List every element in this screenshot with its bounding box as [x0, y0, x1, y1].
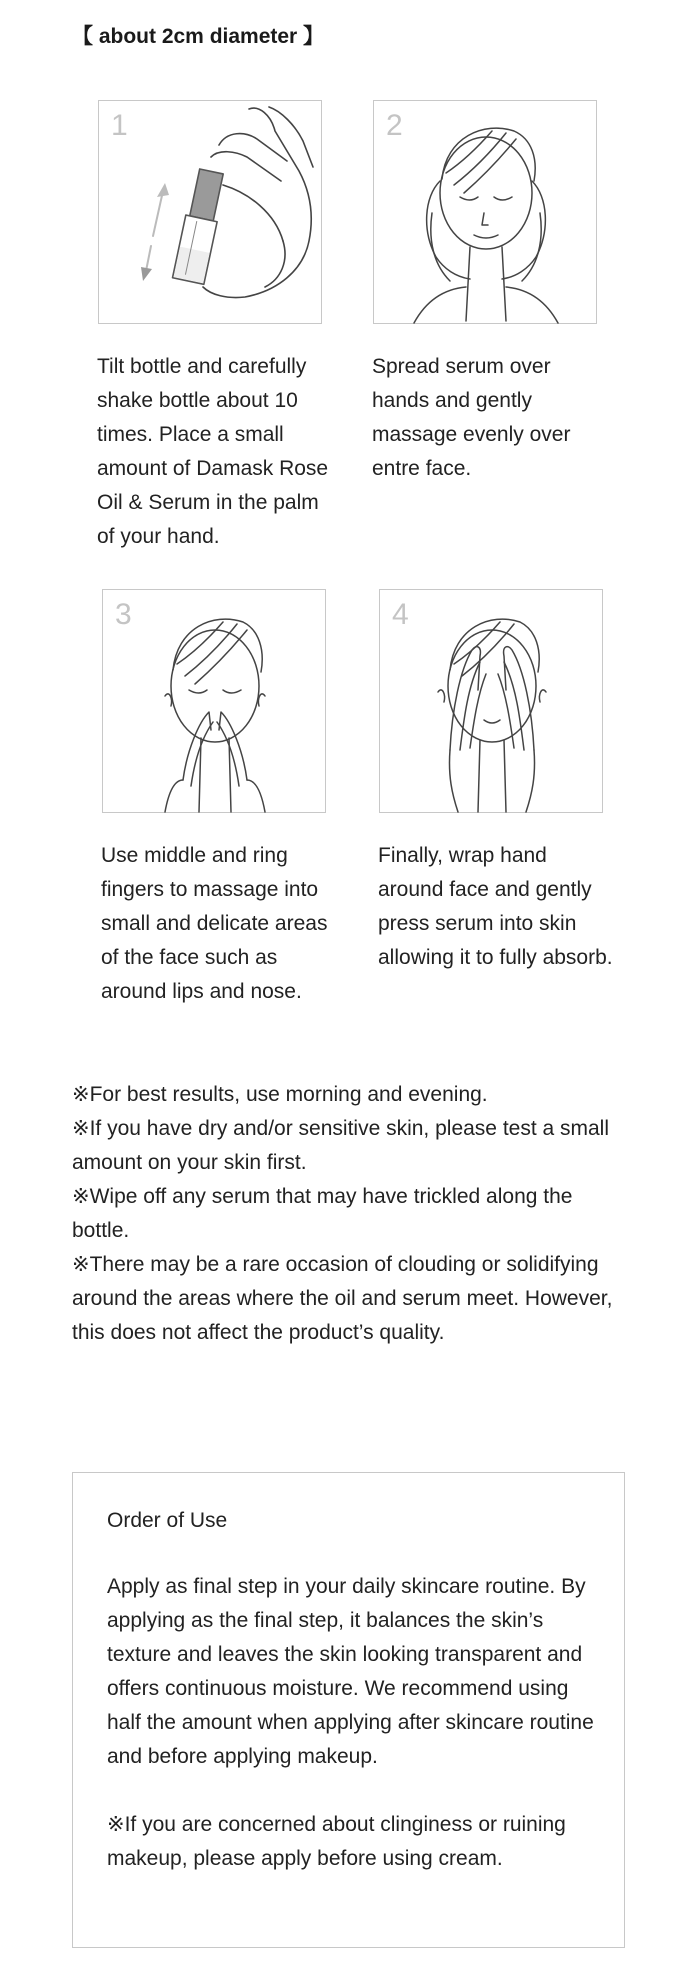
step-3-illustration: [102, 589, 326, 813]
step-4-illustration: [379, 589, 603, 813]
face-hands-covering-icon: [380, 590, 604, 814]
order-of-use-body: Apply as final step in your daily skincare routine. By applying as the final step, it balances the skin’s texture and leaves the skin looking transparent and offers continuous moisture. We recommend using half the amount when applying after skincare routine and before applying makeup.: [107, 1575, 594, 1768]
step-1-number: 1: [111, 109, 128, 142]
step-4-number: 4: [392, 598, 409, 631]
step-2-text: Spread serum over hands and gently massage evenly over entre face.: [372, 355, 571, 480]
step-3-number: 3: [115, 598, 132, 631]
usage-notes: [72, 1078, 632, 1350]
step-4-text: Finally, wrap hand around face and gently press serum into skin allowing it to fully absorb.: [378, 844, 613, 969]
size-heading: 【 about 2cm diameter 】: [72, 25, 325, 48]
step-1-text: Tilt bottle and carefully shake bottle about 10 times. Place a small amount of Damask Rose Oil & Serum in the palm of your hand.: [97, 355, 329, 548]
note-item: ※There may be a rare occasion of clouding or solidifying around the areas where the oil and serum meet. However, this does not affect the product’s quality.: [72, 1253, 613, 1344]
order-of-use-box: [72, 1472, 625, 1948]
order-of-use-title: Order of Use: [107, 1509, 228, 1532]
step-1-illustration: [98, 100, 322, 324]
hand-shaking-bottle-icon: [99, 101, 323, 325]
order-of-use-note: ※If you are concerned about clinginess or ruining makeup, please apply before using cream.: [107, 1813, 566, 1870]
note-item: ※For best results, use morning and evening.: [72, 1083, 488, 1106]
face-hands-on-cheeks-icon: [374, 101, 598, 325]
step-2-illustration: [373, 100, 597, 324]
step-2-number: 2: [386, 109, 403, 142]
face-fingers-at-nose-icon: [103, 590, 327, 814]
note-item: ※If you have dry and/or sensitive skin, please test a small amount on your skin first.: [72, 1117, 610, 1174]
note-item: ※Wipe off any serum that may have trickled along the bottle.: [72, 1185, 573, 1242]
step-3-text: Use middle and ring fingers to massage into small and delicate areas of the face such as around lips and nose.: [101, 844, 328, 1003]
